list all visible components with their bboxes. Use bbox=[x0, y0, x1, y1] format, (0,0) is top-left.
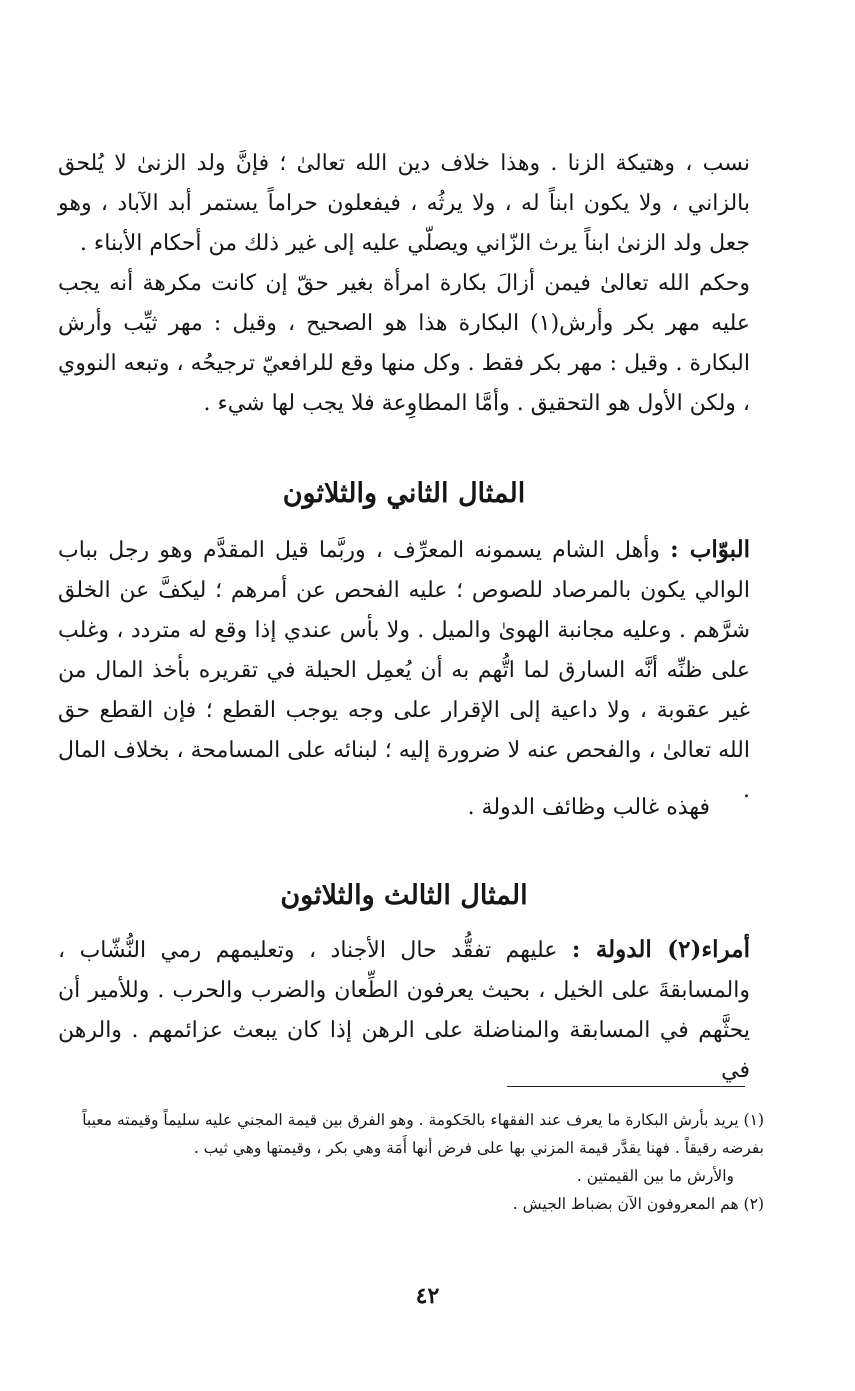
paragraph-2: وحكم الله تعالىٰ فيمن أزالَ بكارة امرأة بغير حقّ إن كانت مكرهة أنه يجب عليه مهر بكر وأرش(١) البكارة هذا هو الصحيح ، وقيل : مهر ثيِّب وأرش البكارة . وقيل : مهر بكر فقط . وكل منها وقع للرافعيّ ترجيحُه ، وتبعه النووي ، ولكن الأول هو التحقيق . وأمَّا المطاوِعة فلا يجب لها شيء . bbox=[58, 271, 750, 416]
paragraph-3 bbox=[58, 530, 750, 811]
paragraph-4-body: عليهم تفقُّد حال الأجناد ، وتعليمهم رمي النُّشّاب ، والمسابقةَ على الخيل ، بحيث يعرفون الطِّعان والضرب والحرب . وللأمير أن يحثَّهم في المسابقة والمناضلة على الرهن إذا كان يبعث عزائمهم . والرهن في bbox=[58, 938, 750, 1083]
section-heading-33: المثال الثالث والثلاثون bbox=[280, 880, 528, 911]
section-heading-32: المثال الثاني والثلاثون bbox=[282, 478, 526, 509]
footnote-2: (٢) هم المعروفون الآن بضباط الجيش . bbox=[512, 1195, 764, 1213]
paragraph-4-lead-term: أمراء(٢) الدولة : bbox=[571, 936, 750, 963]
footnote-divider bbox=[507, 1086, 745, 1087]
footnote-1-continuation: والأرش ما بين القيمتين . bbox=[576, 1167, 734, 1185]
footnotes bbox=[58, 1106, 764, 1218]
footnote-1: (١) يريد بأرش البكارة ما يعرف عند الفقهاء بالحَكومة . وهو الفرق بين قيمة المجني عليه سليماً وقيمته معيباً بفرضه رقيقاً . فهنا يقدَّر قيمة المزني بها على فرض أنها أَمَة وهي بكر ، وقيمتها وهي ثيب . bbox=[82, 1111, 764, 1157]
closing-line: فهذه غالب وظائف الدولة . bbox=[467, 795, 710, 820]
paragraph-4 bbox=[58, 930, 750, 1091]
paragraph-3-lead-term: البوّاب : bbox=[670, 536, 750, 563]
paragraph-1: نسب ، وهتيكة الزنا . وهذا خلاف دين الله تعالىٰ ؛ فإنَّ ولد الزنىٰ لا يُلحق بالزاني ، ولا يكون ابناً له ، ولا يرثُه ، فيفعلون حراماً يستمر أبد الآباد ، وهو جعل ولد الزنىٰ ابناً يرث الزّاني ويصلّي عليه إلى غير ذلك من أحكام الأبناء . bbox=[58, 151, 750, 256]
page-number: ٤٢ bbox=[415, 1283, 440, 1309]
paragraph-3-body: وأهل الشام يسمونه المعرِّف ، وربَّما قيل المقدَّم وهو رجل بباب الوالي يكون بالمرصاد للصوص ؛ عليه الفحص عن أمرهم ؛ ليكفَّ عن الخلق شرَّهم . وعليه مجانبة الهوىٰ والميل . ولا بأس عندي إذا وقع له متردد ، وغلب على ظنِّه أنَّه السارق لما اتُّهم به أن يُعمِل الحيلة في تقريره بأخذ المال من غير عقوبة ، ولا داعية إلى الإقرار على وجه يوجب القطع ؛ فإن القطع حق الله تعالىٰ ، والفحص عنه لا ضرورة إليه ؛ لبنائه على المسامحة ، بخلاف المال . bbox=[58, 538, 750, 803]
